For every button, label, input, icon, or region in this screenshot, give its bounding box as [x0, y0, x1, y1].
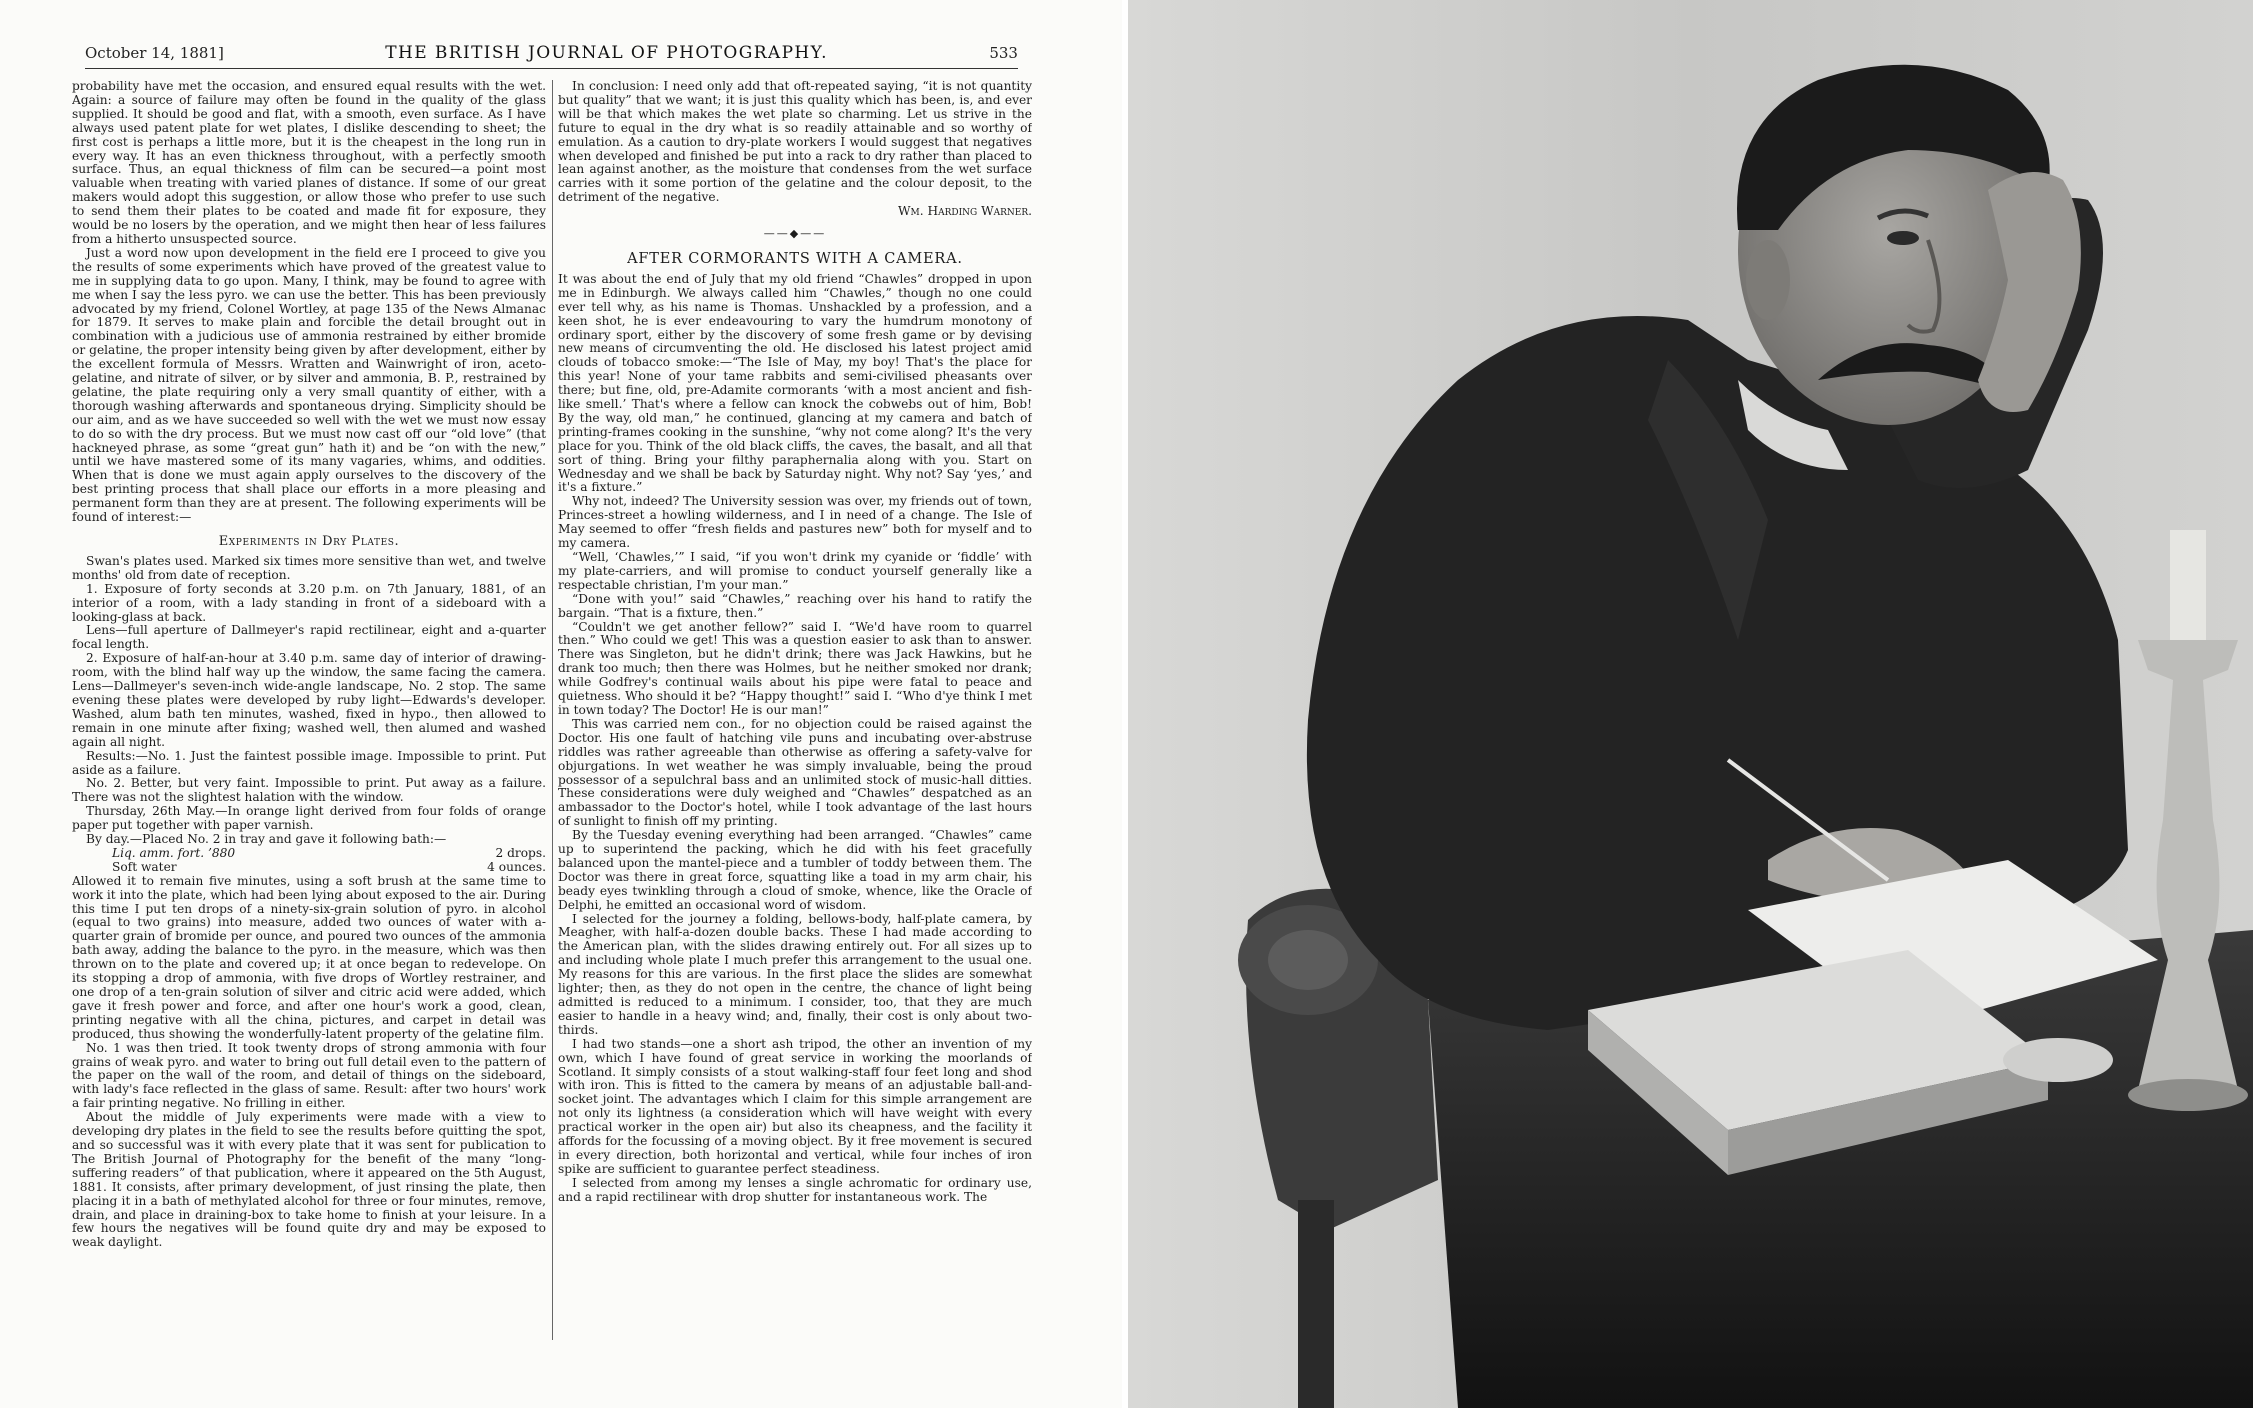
- paragraph: Why not, indeed? The University session was over, my friends out of town, Princes-street a howling wilderness, and I in need of a change. The Isle of May seemed to offer “fresh fields and pastures new” both for myself and to my camera.: [558, 494, 1032, 551]
- paragraph: I selected from among my lenses a single achromatic for ordinary use, and a rapid rectilinear with drop shutter for instantaneous work. The: [558, 1175, 1032, 1204]
- header-date: October 14, 1881]: [85, 44, 224, 62]
- chair-leg: [1298, 1200, 1334, 1408]
- paragraph: No. 1 was then tried. It took twenty drops of strong ammonia with four grains of weak pyro. and water to bring out full detail even to the pattern of the paper on the wall of the room, and detail of things on the sideboard, with lady's face reflected in the glass of same. Result: after two hours' work a fair printing negative. No frilling in either.: [72, 1040, 546, 1111]
- paragraph: Swan's plates used. Marked six times more sensitive than wet, and twelve months' old from date of reception.: [72, 553, 546, 582]
- paragraph: 2. Exposure of half-an-hour at 3.40 p.m. same day of interior of drawing-room, with the blind half way up the window, the same facing the camera. Lens—Dallmeyer's seven-inch wide-angle landscape, No. 2 stop. The same evening these plates were developed by ruby light—Edwards's developer. Washed, alum bath ten minutes, washed, fixed in hypo., then allowed to remain in one minute after fixing; washed well, then alumed and washed again all night.: [72, 651, 546, 749]
- formula-ingredient: Soft water: [112, 859, 177, 874]
- formula-line: [72, 861, 546, 875]
- portrait-photograph: [1128, 0, 2253, 1408]
- page-number: 533: [989, 44, 1018, 62]
- page-header: [85, 38, 1018, 69]
- paragraph: It was about the end of July that my old friend “Chawles” dropped in upon me in Edinburgh. We always called him “Chawles,” though no one could ever tell why, as his name is Thomas. Unshackled by a profession, and a keen shot, he is ever endeavouring to vary the humdrum monotony of ordinary sport, either by the discovery of some fresh game or by devising new means of circumventing the old. He disclosed his latest project amid clouds of tobacco smoke:—“The Isle of May, my boy! That's the place for this year! None of your tame rabbits and semi-civilised pheasants over there; but fine, old, pre-Adamite cormorants ‘with a most ancient and fish-like smell.’ That's where a fellow can knock the cobwebs out of him, Bob! By the way, old man,” he continued, glancing at my camera and batch of printing-frames cooking in the sunshine, “why not come along? It's the very place for you. Think of the old black cliffs, the caves, the basalt, and all that sort of thing. Bring your filthy paraphernalia along with you. Start on Wednesday and we shall be back by Saturday night. Why not? Say ‘yes,’ and it's a fixture.”: [558, 271, 1032, 495]
- formula-quantity: 4 ounces.: [487, 859, 546, 874]
- paragraph: 1. Exposure of forty seconds at 3.20 p.m. on 7th January, 1881, of an interior of a room, with a lady standing in front of a sideboard with a looking-glass at back.: [72, 581, 546, 624]
- left-column: [72, 80, 546, 1360]
- paragraph: About the middle of July experiments were made with a view to developing dry plates in the field to see the results before quitting the spot, and so successful was it with every plate that it was sent for publication to The British Journal of Photography for the benefit of the many “long-suffering readers” of that publication, where it appeared on the 5th August, 1881. It consists, after primary development, of just rinsing the plate, then placing it in a bath of methylated alcohol for three or four minutes, remove, drain, and place in draining-box to take home to finish at your leisure. In a few hours the negatives will be found quite dry and may be exposed to weak daylight.: [72, 1110, 546, 1250]
- paragraph: Allowed it to remain five minutes, using a soft brush at the same time to work it into the plate, which had been lying about exposed to the air. During this time I put ten drops of a ninety-six-grain solution of pyro. in alcohol (equal to two grains) into measure, added two ounces of water with a-quarter grain of bromide per ounce, and poured two ounces of the ammonia bath away, adding the balance to the pyro. in the measure, which was then thrown on to the plate and covered up; it at once began to redevelope. On its stopping a drop of ammonia, with five drops of Wortley restrainer, and one drop of a ten-grain solution of silver and citric acid were added, which gave it fresh power and force, and after one hour's work a good, clean, printing negative with all the china, pictures, and carpet in detail was produced, thus showing the wonderfully-latent property of the gelatine film.: [72, 873, 546, 1041]
- paragraph: Thursday, 26th May.—In orange light derived from four folds of orange paper put together with paper varnish.: [72, 804, 546, 833]
- paragraph: By day.—Placed No. 2 in tray and gave it following bath:—: [86, 832, 447, 847]
- ink-dish: [2003, 1038, 2113, 1082]
- paragraph: “Couldn't we get another fellow?” said I. “We'd have room to quarrel then.” Who could we get! This was a question easier to ask than to answer. There was Singleton, but he didn't drink; there was Jack Hawkins, but he drank too much; then there was Holmes, but he neither smoked nor drank; while Godfrey's continual wails about his pipe were fatal to peace and quietness. Who should it be? “Happy thought!” said I. “Who d'ye think I met in town today? The Doctor! He is our man!”: [558, 619, 1032, 717]
- ear: [1746, 240, 1790, 320]
- paragraph: “Well, ‘Chawles,’” I said, “if you won't drink my cyanide or ‘fiddle’ with my plate-carriers, and will promise to conduct yourself generally like a respectable christian, I'm your man.”: [558, 550, 1032, 592]
- paragraph: No. 2. Better, but very faint. Impossible to print. Put away as a failure. There was not the slightest halation with the window.: [72, 776, 546, 805]
- article-title: AFTER CORMORANTS WITH A CAMERA.: [627, 250, 963, 267]
- column-divider: [552, 80, 553, 1340]
- formula-ingredient: Liq. amm. fort. ’880: [112, 845, 236, 860]
- paragraph: I selected for the journey a folding, bellows-body, half-plate camera, by Meagher, with half-a-dozen double backs. These I had made according to the American plan, with the slides drawing entirely out. For all sizes up to and including whole plate I much prefer this arrangement to the usual one. My reasons for this are various. In the first place the slides are somewhat lighter; then, as they do not open in the centre, the chance of light being admitted is reduced to a minimum. I consider, too, that they are much easier to handle in a heavy wind; and, finally, their cost is only about two-thirds.: [558, 911, 1032, 1037]
- journal-page: [0, 0, 1122, 1408]
- paragraph: In conclusion: I need only add that oft-repeated saying, “it is not quantity but quality” that we want; it is just this quality which has been, is, and ever will be that which makes the wet plate so charming. Let us strive in the future to equal in the dry what is so readily attainable and so worthy of emulation. As a caution to dry-plate workers I would suggest that negatives when developed and finished be put into a rack to dry rather than placed to lean against another, as the moisture that condenses from the wet surface carries with it some portion of the gelatine and the colour deposit, to the detriment of the negative.: [558, 80, 1032, 205]
- paragraph: By the Tuesday evening everything had been arranged. “Chawles” came up to superintend the packing, which he did with his feet gracefully balanced upon the mantel-piece and a tumbler of toddy between them. The Doctor was there in great force, squatting like a toad in my arm chair, his beady eyes twinkling through a cloud of smoke, whence, like the Oracle of Delphi, he emitted an occasional word of wisdom.: [558, 828, 1032, 912]
- paragraph: probability have met the occasion, and ensured equal results with the wet. Again: a source of failure may often be found in the quality of the glass supplied. It should be good and flat, with a smooth, even surface. As I have always used patent plate for wet plates, I dislike descending to sheet; the first cost is perhaps a little more, but it is the cheapest in the long run in every way. It has an even thickness throughout, with a perfectly smooth surface. Thus, an equal thickness of film can be secured—a point most valuable when treating with varied planes of distance. If some of our great makers would adopt this suggestion, or allow those who prefer to use such to send them their plates to be coated and made fit for exposure, they would be no losers by the operation, and we might then hear of less failures from a hitherto unsuspected source.: [72, 80, 546, 246]
- paragraph: Results:—No. 1. Just the faintest possible image. Impossible to print. Put aside as a failure.: [72, 748, 546, 777]
- paragraph: Just a word now upon development in the field ere I proceed to give you the results of some experiments which have proved of the greatest value to me in supplying data to go upon. Many, I think, may be found to agree with me when I say the less pyro. we can use the better. This has been previously advocated by my friend, Colonel Wortley, at page 135 of the News Almanac for 1879. It serves to make plain and forcible the detail brought out in combination with a judicious use of ammonia restrained by either bromide or gelatine, the proper intensity being given by after development, either by the excellent formula of Messrs. Wratten and Wainwright of iron, aceto-gelatine, and nitrate of silver, or by silver and ammonia, B. P., restrained by gelatine, the plate requiring only a very small quantity of either, with a thorough washing afterwards and spontaneous drying. Simplicity should be our aim, and as we have succeeded so well with the wet we must now essay to do so with the dry process. But we must now cast off our “old love” (that hackneyed phrase, as some “great gun” hath it) and be “on with the new,” until we have mastered some of its many vagaries, whims, and oddities. When that is done we must again apply ourselves to the discovery of the best printing process that shall place our efforts in a more pleasing and permanent form than they are at present. The following experiments will be found of interest:—: [72, 245, 546, 525]
- candle: [2170, 530, 2206, 640]
- paragraph: “Done with you!” said “Chawles,” reaching over his hand to ratify the bargain. “That is a fixture, then.”: [558, 591, 1032, 620]
- paragraph: I had two stands—one a short ash tripod, the other an invention of my own, which I have found of great service in working the moorlands of Scotland. It simply consists of a stout walking-staff four feet long and shod with iron. This is fitted to the camera by means of an adjustable ball-and-socket joint. The advantages which I claim for this simple arrangement are not only its lightness (a consideration which will have weight with every practical worker in the open air) but also its cheapness, and the facility it affords for the focussing of a moving object. By it free movement is secured in every direction, both horizontal and vertical, while four inches of iron spike are sufficient to guarantee perfect steadiness.: [558, 1036, 1032, 1176]
- formula-line: [72, 847, 546, 861]
- right-column: [558, 80, 1032, 1360]
- paragraph: This was carried nem con., for no objection could be raised against the Doctor. His one fault of hatching vile puns and incubating over-abstruse riddles was rather agreeable than otherwise as offering a safety-valve for objurgations. In wet weather he was simply invaluable, being the proud possessor of a sepulchral bass and an unlimited stock of music-hall ditties. These considerations were duly weighed and “Chawles” despatched as an ambassador to the Doctor's hotel, while I took advantage of the last hours of sunlight to finish off my printing.: [558, 716, 1032, 829]
- section-ornament: ——◆——: [763, 227, 827, 241]
- author-signature: Wm. Harding Warner.: [897, 204, 1032, 219]
- section-subheading: Experiments in Dry Plates.: [218, 534, 400, 549]
- eye: [1887, 231, 1919, 245]
- formula-quantity: 2 drops.: [495, 845, 546, 860]
- paragraph: Lens—full aperture of Dallmeyer's rapid rectilinear, eight and a-quarter focal length.: [72, 623, 546, 652]
- journal-title: THE BRITISH JOURNAL OF PHOTOGRAPHY.: [385, 43, 828, 63]
